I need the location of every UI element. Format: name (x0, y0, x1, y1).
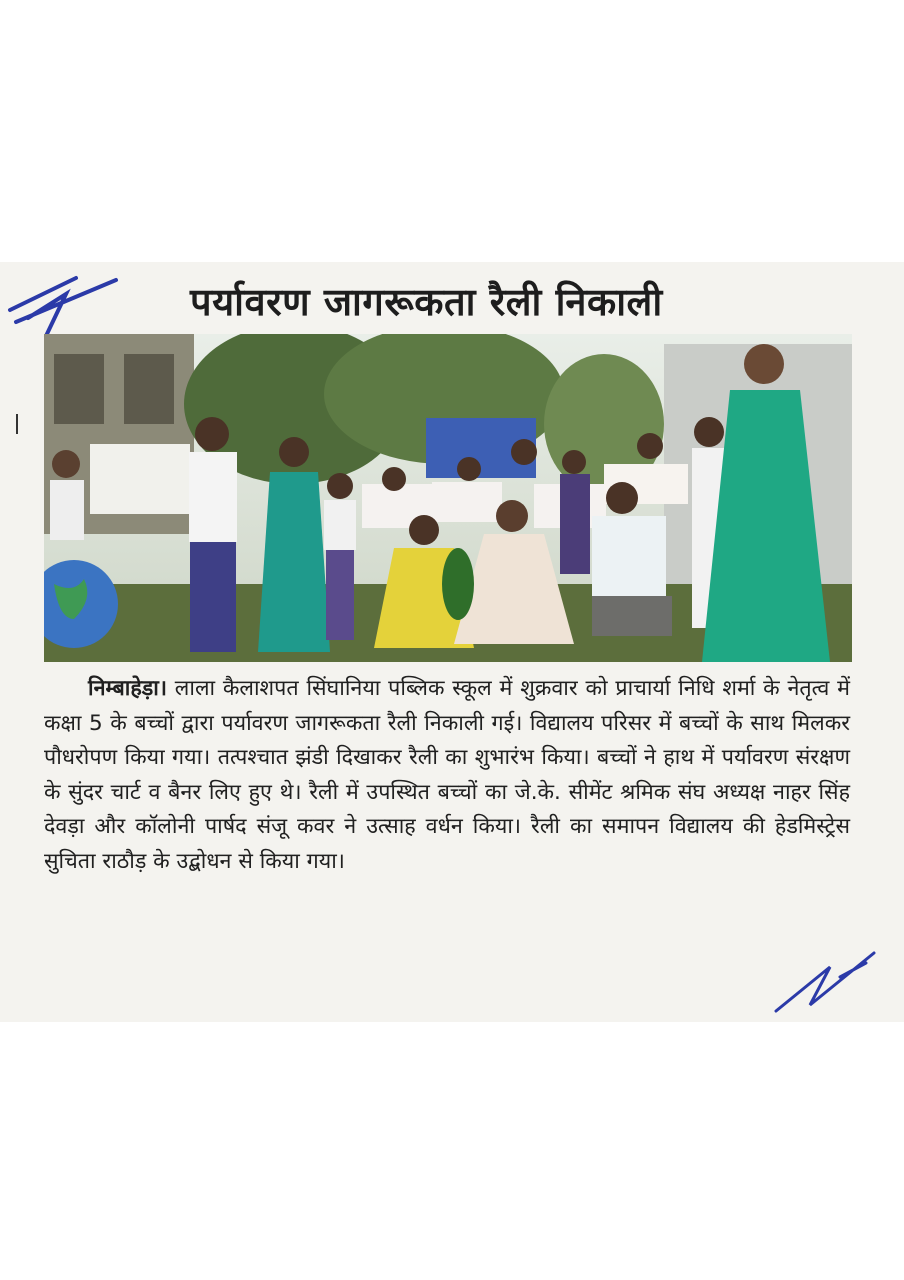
headline: पर्यावरण जागरूकता रैली निकाली (190, 280, 663, 324)
pen-mark-icon (6, 270, 126, 340)
news-photo (44, 334, 852, 662)
margin-mark (16, 414, 18, 434)
adjacent-column-fragment (880, 902, 904, 1022)
article-text: लाला कैलाशपत सिंघानिया पब्लिक स्कूल में शुक्रवार को प्राचार्या निधि शर्मा के नेतृत्व में कक्षा 5 के बच्चों द्वारा पर्यावरण जागरूकता रैली निकाली गई। विद्यालय परिसर में बच्चों के साथ मिलकर पौधरोपण किया गया। तत्पश्चात झंडी दिखाकर रैली का शुभारंभ किया। बच्चों ने हाथ में पर्यावरण संरक्षण के सुंदर चार्ट व बैनर लिए हुए थे। रैली में उपस्थित बच्चों का जे.के. सीमेंट श्रमिक संघ अध्यक्ष नाहर सिंह देवड़ा और कॉलोनी पार्षद संजू कवर ने उत्साह वर्धन किया। रैली का समापन विद्यालय की हेडमिस्ट्रेस सुचिता राठौड़ के उद्बोधन से किया गया। (44, 676, 850, 874)
rally-photo-illustration (44, 334, 852, 662)
pen-signature-icon (770, 947, 880, 1017)
dateline: निम्बाहेड़ा। (88, 676, 167, 701)
article-body (44, 672, 850, 879)
newspaper-clipping (0, 262, 904, 1022)
